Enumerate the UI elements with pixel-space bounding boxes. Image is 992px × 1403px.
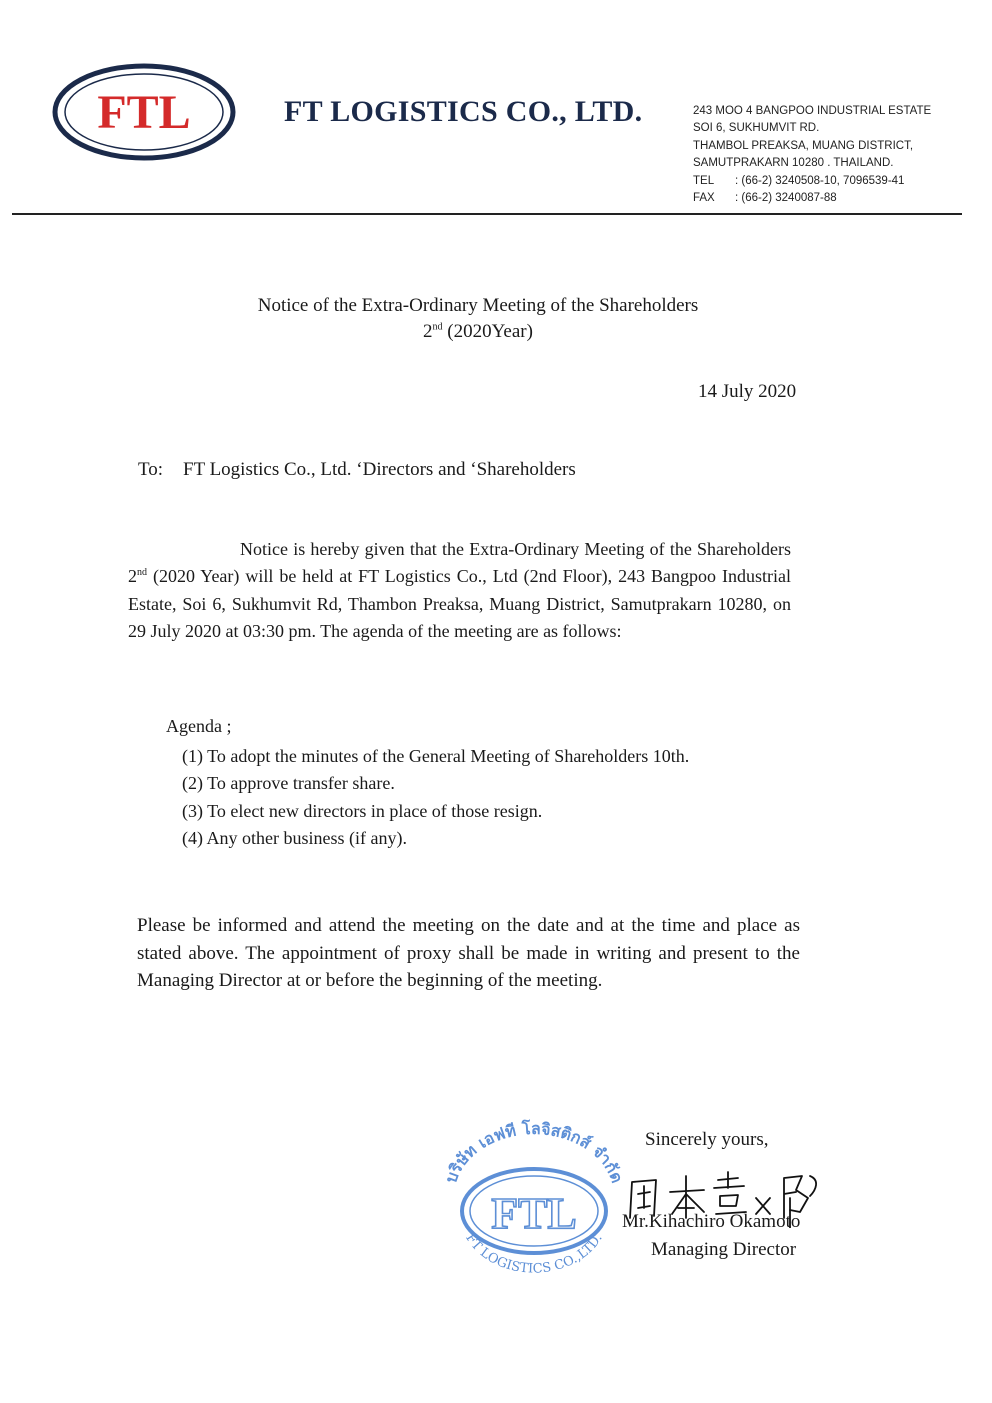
- fax-label: FAX: [693, 192, 715, 205]
- agenda-item: (2) To approve transfer share.: [182, 773, 395, 794]
- agenda-item: (3) To elect new directors in place of those resign.: [182, 800, 543, 821]
- body-text-part1: Notice is hereby given that the Extra-Ordinary Meeting of the Shareholders 2: [128, 539, 791, 587]
- meeting-year: (2020Year): [442, 321, 533, 342]
- tel-line: [693, 173, 931, 190]
- body-text-part2: (2020 Year) will be held at FT Logistics Co., Ltd (2nd Floor), 243 Bangpoo Industrial Estate, Soi 6, Sukhumvit Rd, Thambon Preaksa, Muang District, Samutprakarn 10280, on 29 July 2020 at 03:30 pm. The agenda of the meeting are as follows:: [128, 566, 791, 642]
- header-divider: [12, 213, 962, 215]
- company-address: [693, 103, 931, 207]
- address-line: 243 MOO 4 BANGPOO INDUSTRIAL ESTATE: [693, 105, 932, 117]
- signer-title: Managing Director: [651, 1239, 797, 1260]
- notice-title: Notice of the Extra-Ordinary Meeting of the Shareholders: [257, 295, 699, 316]
- svg-text:FTL: FTL: [491, 1189, 577, 1238]
- agenda-item: (1) To adopt the minutes of the General Meeting of Shareholders 10th.: [182, 746, 690, 766]
- closing-paragraph: Please be informed and attend the meeting on the date and at the time and place as stated above. The appointment of proxy shall be made in writing and present to the Managing Director at or before the beginning of the meeting.: [137, 915, 800, 992]
- address-line: SOI 6, SUKHUMVIT RD.: [693, 122, 820, 135]
- addressee-line: [138, 459, 576, 481]
- agenda-item: (4) Any other business (if any).: [182, 827, 407, 848]
- sincerely-line: Sincerely yours,: [645, 1129, 769, 1150]
- notice-body: [128, 536, 791, 646]
- tel-label: TEL: [693, 174, 715, 187]
- company-stamp: [436, 1110, 632, 1292]
- to-label: To:: [138, 459, 164, 480]
- meeting-number: 2: [423, 321, 433, 342]
- fax-value: : (66-2) 3240087-88: [735, 192, 837, 205]
- svg-text:FT LOGISTICS CO.,LTD.: FT LOGISTICS CO.,LTD.: [462, 1231, 606, 1277]
- fax-line: [693, 190, 931, 207]
- address-line: SAMUTPRAKARN 10280 . THAILAND.: [693, 157, 894, 170]
- svg-text:บริษัท เอฟที โลจิสติกส์ จำกัด: บริษัท เอฟที โลจิสติกส์ จำกัด: [441, 1118, 627, 1186]
- notice-subtitle: [0, 321, 956, 343]
- svg-text:FTL: FTL: [97, 86, 191, 139]
- agenda-heading: Agenda ;: [166, 716, 232, 736]
- ordinal-suffix: nd: [137, 567, 147, 579]
- address-line: THAMBOL PREAKSA, MUANG DISTRICT,: [693, 139, 914, 152]
- letter-date: 14 July 2020: [698, 381, 797, 402]
- company-name: FT LOGISTICS CO., LTD.: [284, 95, 643, 128]
- ordinal-suffix: nd: [432, 321, 443, 333]
- company-logo: [52, 62, 236, 162]
- addressee: FT Logistics Co., Ltd. ‘Directors and ‘Shareholders: [183, 459, 576, 480]
- tel-value: : (66-2) 3240508-10, 7096539-41: [735, 174, 905, 187]
- signer-name: Mr.Kihachiro Okamoto: [622, 1211, 801, 1232]
- agenda-list: [182, 743, 689, 852]
